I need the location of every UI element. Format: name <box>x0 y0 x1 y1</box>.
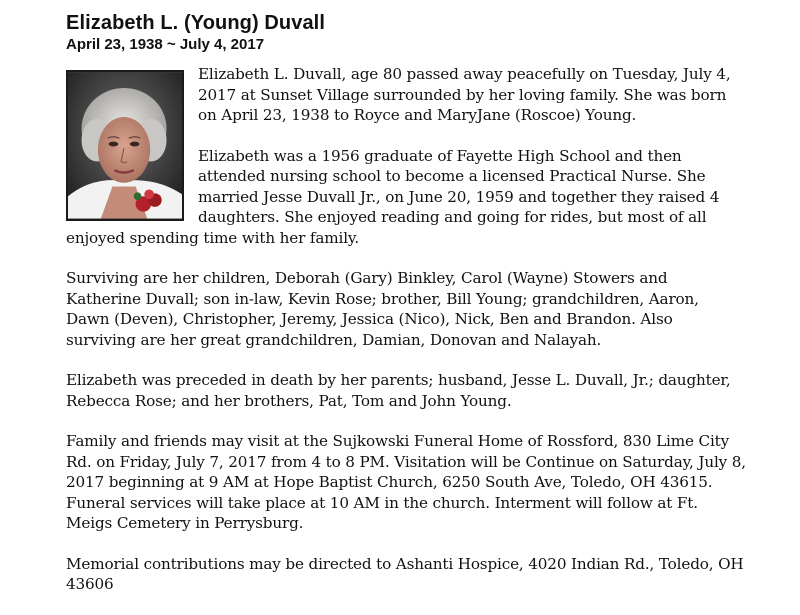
obituary-paragraph-memorials: Memorial contributions may be directed to Ashanti Hospice, 4020 Indian Rd., Toledo, OH 43606 <box>66 554 744 593</box>
obituary-paragraph-survivors: Surviving are her children, Deborah (Gary) Binkley, Carol (Wayne) Stowers and Katherine Duvall; son in-law, Kevin Rose; brother, Bill Young; grandchildren, Aaron, Dawn (Deven), Christopher, Jeremy, Jessica (Nico), Nick, Ben and Brandon. Also surviving are her great grandchildren, Damian, Donovan and Nalayah. <box>66 269 699 349</box>
portrait-photo <box>66 70 184 221</box>
obituary-name-heading: Elizabeth L. (Young) Duvall <box>66 12 325 34</box>
life-dates: April 23, 1938 ~ July 4, 2017 <box>66 36 265 53</box>
obituary-paragraph-announcement: Elizabeth L. Duvall, age 80 passed away peacefully on Tuesday, July 4, 2017 at Sunset Village surrounded by her loving family. She was born on April 23, 1938 to Royce and MaryJane (Roscoe) Young. <box>198 65 731 124</box>
portrait-image <box>68 72 182 219</box>
obituary-paragraph-biography: Elizabeth was a 1956 graduate of Fayette High School and then attended nursing school to become a licensed Practical Nurse. She married Jesse Duvall Jr., on June 20, 1959 and together they raised 4 daughters. She enjoyed reading and going for rides, but most of all enjoyed spending time with her family. <box>66 146 720 247</box>
obituary-paragraph-services: Family and friends may visit at the Sujkowski Funeral Home of Rossford, 830 Lime City Rd. on Friday, July 7, 2017 from 4 to 8 PM. Visitation will be Continue on Saturday, July 8, 2017 beginning at 9 AM at Hope Baptist Church, 6250 South Ave, Toledo, OH 43615. Funeral services will take place at 10 AM in the church. Interment will follow at Ft. Meigs Cemetery in Perrysburg. <box>66 432 746 532</box>
obituary-paragraph-preceded: Elizabeth was preceded in death by her parents; husband, Jesse L. Duvall, Jr.; daughter, Rebecca Rose; and her brothers, Pat, Tom and John Young. <box>66 371 731 410</box>
obituary-page <box>66 10 746 615</box>
